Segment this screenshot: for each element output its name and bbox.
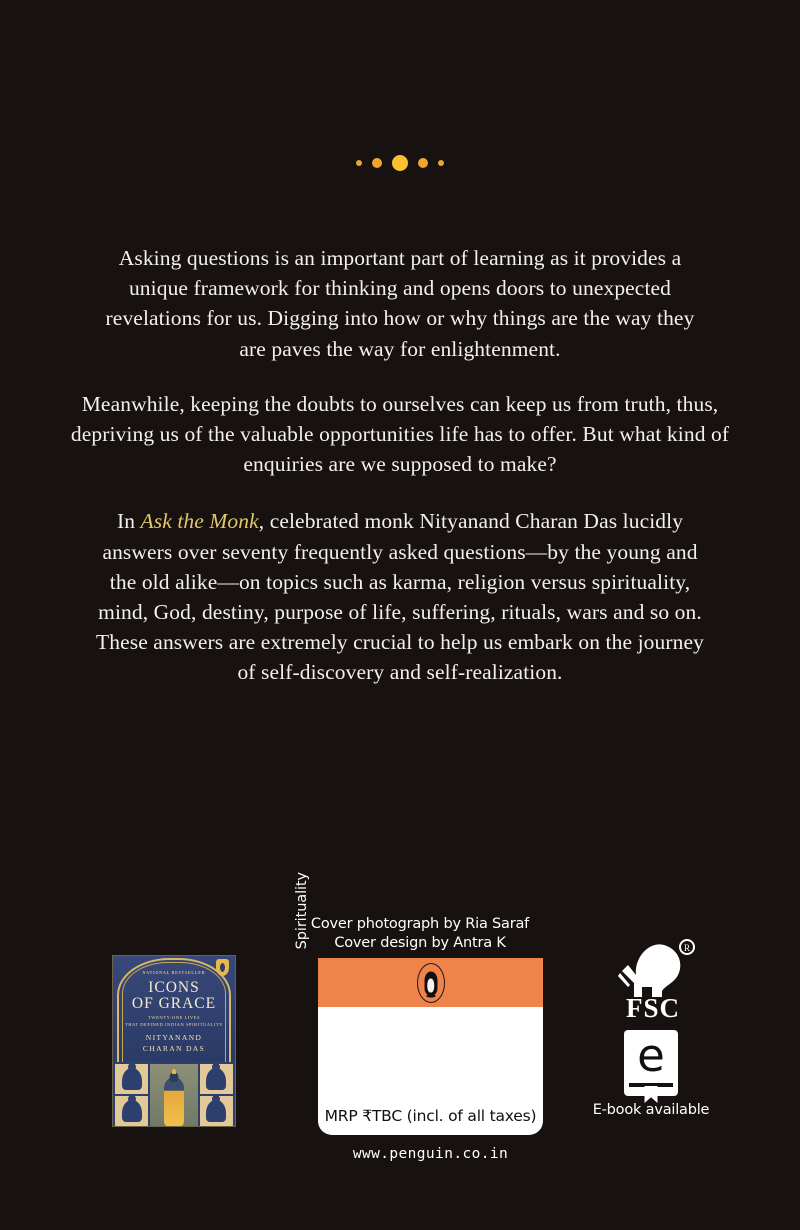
silhouette-panel-bottom-left — [115, 1096, 148, 1126]
blurb-p3-rest: , celebrated monk Nityanand Charan Das lucidly answers over seventy frequently asked questions—by the young and the old alike—on topics such as karma, religion versus spirituality, mind, God, destiny, purpose of life, suffering, rituals, wars and so on. These answers are extremely crucial to help us embark on the journey of self-discovery and self-realization. — [96, 509, 704, 685]
barcode-area — [318, 1007, 543, 1107]
krishna-illustration-panel — [150, 1064, 198, 1126]
figure-silhouette-icon — [206, 1100, 226, 1122]
thumbnail-author — [113, 1033, 235, 1054]
thumbnail-upper-panel — [113, 956, 235, 1061]
publisher-band — [318, 958, 543, 1007]
dot-divider-ornament — [0, 150, 800, 176]
ebook-icon — [624, 1030, 678, 1096]
thumbnail-author-line-2: CHARAN DAS — [142, 1043, 206, 1053]
barcode-box — [318, 958, 543, 1135]
silhouette-panel-top-left — [115, 1064, 148, 1094]
back-cover-blurb — [60, 243, 740, 688]
figure-silhouette-icon — [122, 1100, 142, 1122]
silhouette-panel-bottom-right — [200, 1096, 233, 1126]
divider-dot-2 — [372, 158, 382, 168]
penguin-body-shape — [424, 971, 437, 995]
penguin-logo-icon — [417, 963, 445, 1003]
blurb-p3-lead: In — [116, 509, 141, 534]
thumbnail-bestseller-banner: NATIONAL BESTSELLER — [142, 971, 206, 975]
thumbnail-subtitle — [113, 1014, 235, 1028]
related-book-thumbnail[interactable] — [112, 955, 236, 1127]
ebook-badge — [590, 1030, 712, 1118]
figure-silhouette-icon — [206, 1068, 226, 1090]
divider-dot-3 — [392, 155, 408, 171]
referenced-book-title: Ask the Monk — [140, 509, 259, 534]
cover-design-credit: Cover design by Antra K — [334, 935, 506, 951]
publisher-website[interactable]: www.penguin.co.in — [352, 1146, 509, 1162]
cover-photograph-credit: Cover photograph by Ria Saraf — [310, 916, 530, 932]
silhouette-panel-top-right — [200, 1064, 233, 1094]
figure-silhouette-icon — [122, 1068, 142, 1090]
thumbnail-subtitle-line-2: THAT DEFINED INDIAN SPIRITUALITY — [124, 1022, 224, 1027]
thumbnail-subtitle-line-1: TWENTY-ONE LIVES — [147, 1015, 200, 1020]
fsc-logo-icon — [608, 935, 700, 1021]
krishna-figure-icon — [164, 1078, 184, 1126]
thumbnail-illustration-grid — [113, 1062, 235, 1127]
thumbnail-title-line-2: OF GRACE — [131, 995, 217, 1012]
category-label: Spirituality — [294, 872, 310, 950]
svg-text:FSC: FSC — [625, 993, 681, 1021]
blurb-paragraph-3 — [60, 506, 740, 687]
ebook-glyph: e — [637, 1029, 665, 1082]
bookmark-ribbon-icon — [645, 1086, 658, 1103]
divider-dot-5 — [438, 160, 444, 166]
divider-dot-1 — [356, 160, 362, 166]
blurb-paragraph-2: Meanwhile, keeping the doubts to ourselves can keep us from truth, thus, depriving us of the valuable opportunities life has to offer. But what kind of enquiries are we supposed to make? — [70, 391, 730, 477]
divider-dot-4 — [418, 158, 428, 168]
mrp-price-text: MRP ₹TBC (incl. of all taxes) — [324, 1107, 537, 1125]
ebook-label: E-book available — [592, 1102, 710, 1118]
svg-text:R: R — [683, 943, 691, 953]
thumbnail-title — [113, 980, 235, 1012]
blurb-paragraph-1: Asking questions is an important part of learning as it provides a unique framework for thinking and opens doors to unexpected revelations for us. Digging into how or why things are the way they are paves the way for enlightenment. — [105, 246, 695, 361]
thumbnail-author-line-1: NITYANAND — [145, 1033, 203, 1042]
thumbnail-title-line-1: ICONS — [148, 979, 200, 996]
